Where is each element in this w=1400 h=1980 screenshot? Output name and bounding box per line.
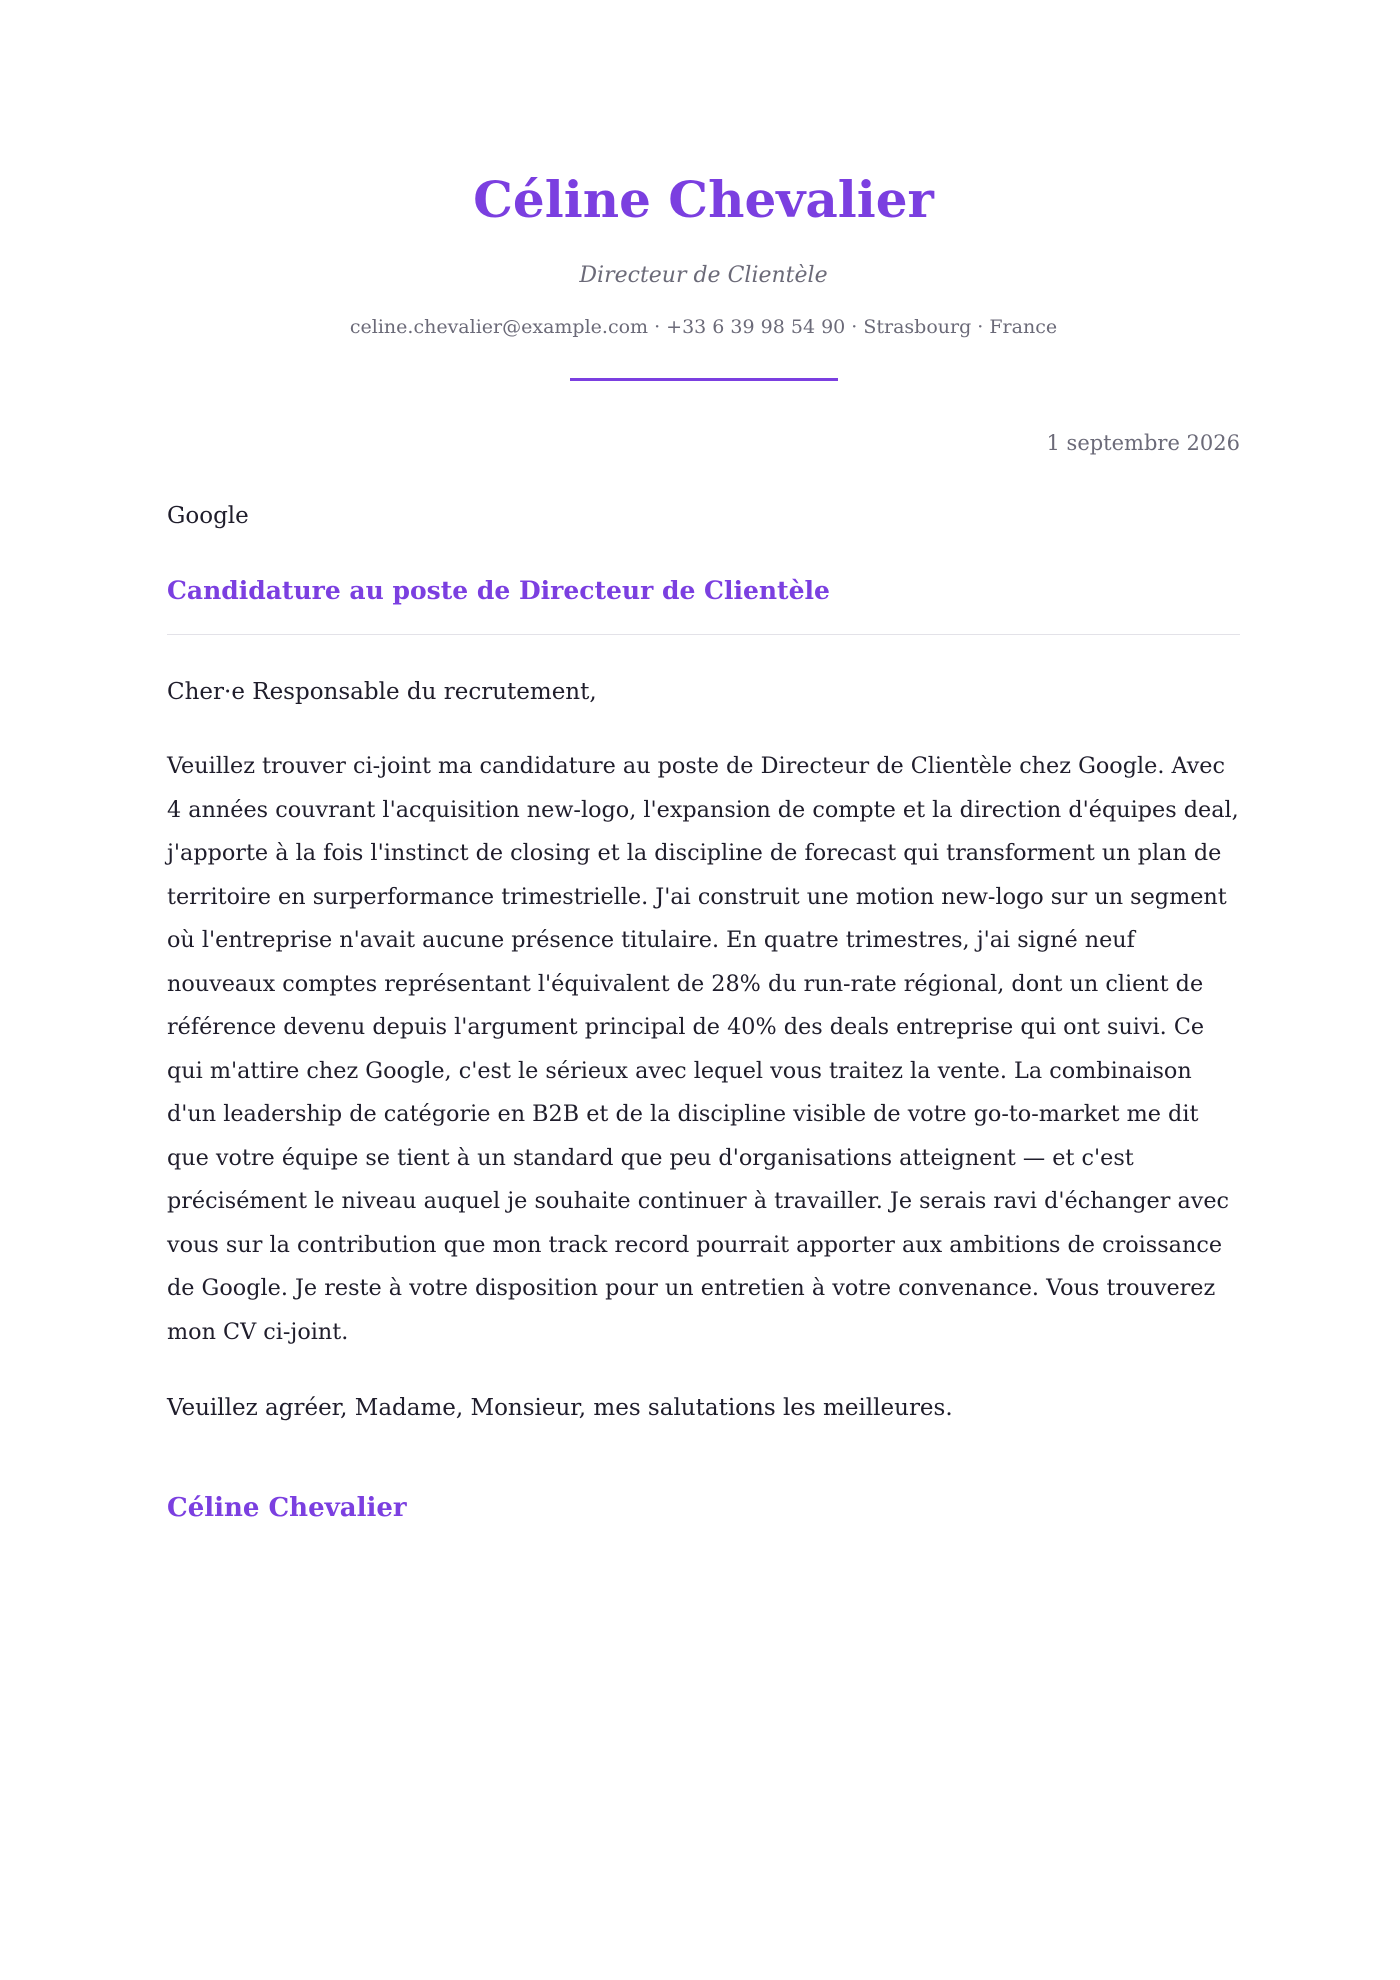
salutation: Cher·e Responsable du recrutement, <box>167 679 597 705</box>
letter-date: 1 septembre 2026 <box>1046 431 1240 455</box>
subject-divider <box>167 634 1240 635</box>
letter-subject: Candidature au poste de Directeur de Clientèle <box>167 576 830 605</box>
contact-line: celine.chevalier@example.com · +33 6 39 98 54 90 · Strasbourg · France <box>349 316 1058 338</box>
recipient-company: Google <box>167 503 249 529</box>
header-divider <box>570 378 838 381</box>
signature: Céline Chevalier <box>167 1493 407 1523</box>
letter-body: Veuillez trouver ci-joint ma candidature au poste de Directeur de Clientèle chez Google. Avec 4 années couvrant l'acquisition new-logo, l'expansion de compte et la direction d'équipes deal, j'apporte à la fois l'instinct de closing et la discipline de forecast qui transforment un plan de territoire en surperformance trimestrielle. J'ai construit une motion new-logo sur un segment où l'entreprise n'avait aucune présence titulaire. En quatre trimestres, j'ai signé neuf nouveaux comptes représentant l'équivalent de 28% du run-rate régional, dont un client de référence devenu depuis l'argument principal de 40% des deals entreprise qui ont suivi. Ce qui m'attire chez Google, c'est le sérieux avec lequel vous traitez la vente. La combinaison d'un leadership de catégorie en B2B et de la discipline visible de votre go-to-market me dit que votre équipe se tient à un standard que peu d'organisations atteignent — et c'est précisément le niveau auquel je souhaite continuer à travailler. Je serais ravi d'échanger avec vous sur la contribution que mon track record pourrait apporter aux ambitions de croissance de Google. Je reste à votre disposition pour un entretien à votre convenance. Vous trouverez mon CV ci-joint. <box>167 753 1239 1345</box>
closing-line: Veuillez agréer, Madame, Monsieur, mes salutations les meilleures. <box>167 1395 953 1421</box>
applicant-role: Directeur de Clientèle <box>579 263 828 288</box>
applicant-name: Céline Chevalier <box>473 170 934 229</box>
